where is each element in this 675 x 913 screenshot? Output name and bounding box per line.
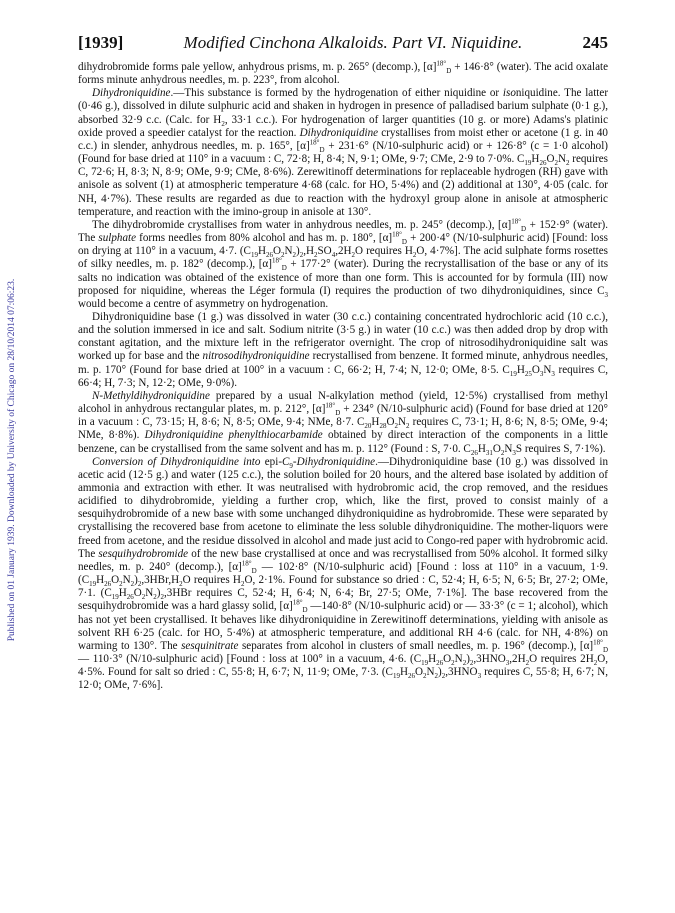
superscript: 18° [593, 638, 603, 647]
subscript: 2 [593, 659, 598, 668]
superscript: 18° [309, 138, 320, 147]
subscript: 2 [130, 580, 135, 589]
running-title: Modified Cinchona Alkaloids. Part VI. Niquidine. [183, 33, 523, 52]
subscript: 2 [141, 593, 146, 602]
subscript: 2 [394, 422, 398, 431]
subscript: D [335, 409, 341, 418]
subscript: 3 [505, 659, 510, 668]
italic-span: Dihydroniquidine [299, 126, 379, 139]
superscript: 18° [436, 59, 447, 68]
subscript: 2 [221, 119, 225, 128]
superscript: 18° [241, 559, 252, 568]
superscript: 18° [325, 401, 336, 410]
subscript: 9 [289, 461, 293, 470]
subscript: D [251, 567, 257, 576]
subscript: 3 [539, 369, 544, 378]
subscript: 2 [292, 251, 297, 260]
subscript: 2 [441, 672, 446, 681]
subscript: 2 [351, 251, 356, 260]
subscript: D [521, 225, 527, 234]
article-body [78, 61, 608, 693]
subscript: 3 [477, 672, 482, 681]
subscript: D [401, 238, 407, 247]
paragraph-n-methyl: N-Methyldihydroniquidine prepared by a usual N-alkylation method (yield, 12·5%) crystallised from methyl alcohol in anhydrous rectangular plates, m. p. 212°, $[\alpha]^{18^\circ}_D + 234^\circ$ (N/10-sulphuric acid) (Found for base dried at 120° in a vacuum : C, 73·15; H, 8·6; N, 8·5; OMe, 9·4; NMe, 8·7. $C_{20}H_{28}O_2N_2$ requires C, 73·1; H, 8·6; N, 8·5; OMe, 9·4; NMe, 8·8%). Dihydroniquidine phenylthiocarbamide obtained by direct interaction of the components in a little benzene, can be crystallised from the same solvent and has m. p. 112° (Found : S, 7·0. $C_{26}H_{31}O_2N_3S$ requires S, 7·1%). [78, 389, 608, 457]
subscript: 25 [524, 369, 532, 378]
italic-span: sesquinitrate [181, 639, 239, 652]
side-publication-text: Published on 01 January 1939. Downloaded by University of Chicago on 28/10/2014 07:06:23. [7, 278, 17, 642]
subscript: 19 [509, 369, 517, 378]
paragraph-nitroso: Dihydroniquidine base (1 g.) was dissolved in water (30 c.c.) containing concentrated hydrochloric acid (10 c.c.), and the solution immersed in ice and salt. Sodium nitrite (3·5 g.) in water (10 c.c.) was then added drop by drop with constant agitation, and the mixture left in the refrigerator overnight. The crop of nitrosodihydroniquidine salt was worked up for base and the nitrosodihydroniquidine recrystallised from benzene. It formed minute, anhydrous needles, m. p. 170° (Found for base dried at 100° in a vacuum : C, 66·2; H, 7·4; N, 12·0; OMe, 8·5. $C_{19}H_{25}O_3N_3$ requires C, 66·4; H, 7·3; N, 12·2; OMe, 9·0%). [78, 310, 609, 389]
paragraph-dihydrobromide: dihydrobromide forms pale yellow, anhydrous prisms, m. p. 265° (decomp.), $[\alpha]^{18^\circ}_D + 146\cdot 8^\circ$ (water). The acid oxalate forms minute anhydrous needles, m. p. 223°, from alcohol. [78, 59, 608, 87]
subscript: 2 [525, 659, 530, 668]
page-number: 245 [582, 33, 608, 52]
page-header [78, 33, 608, 57]
italic-span: Conversion of Dihydroniquidine into [92, 455, 265, 468]
subscript: 2 [462, 659, 467, 668]
subscript: 3 [512, 448, 516, 457]
subscript: 3 [604, 290, 608, 299]
superscript: 18° [392, 230, 402, 239]
italic-span: -Dihydroniquidine [292, 455, 376, 468]
subscript: 2 [179, 580, 183, 589]
subscript: 2 [469, 659, 474, 668]
paragraph-conversion: Conversion of Dihydroniquidine into epi-$C_9-Dihydroniquidine.—Dihydroniquidine$ base (10 g.) was dissolved in acetic acid (12·5 g.) and water (125 c.c.), the solution boiled for 20 hours, and the altered base isolated by addition of ammonia and extraction with ether. It was neutralised with hydrobromic acid, the crop removed, and the residues acidified to dihydrobromide, yielding a further crop, which, like the first, proved to consist mainly of a sesquihydrobromide of a new base with some unchanged dihydroniquidine as hydrobromide. These were separated by crystallising the recovered base from acetone to eliminate the less soluble dihydroniquidine. The mother-liquors were freed from acetone, and the residue dissolved in alcohol and made just acid to Congo-red paper with hydrobromic acid. The sesquihydrobromide of the new base crystallised at once and was recrystallised from 50% alcohol. It formed silky needles, m. p. 240° (decomp.), $[\alpha]^{18^\circ}_D$ — 102·8° (N/10-sulphuric acid) [Found : loss at 110° in a vacuum, 1·9. $(C_{19}H_{26}O_2N_2)_2,3HBr,H_2O$ requires $H_2O$, 2·1%. Found for substance so dried : C, 52·4; H, 6·5; N, 6·5; Br, 27·2; OMe, 7·1. $(C_{19}H_{26}O_2N_2)_2,3HBr$ requires C, 52·4; H, 6·4; N, 6·4; Br, 27·5; OMe, 7·1%]. The base recovered from the sesquihydrobromide was a hard glassy solid, $[\alpha]^{18^\circ}_D$ —140·8° (N/10-sulphuric acid) or — 33·3° (c = 1; alcohol), which has not yet been crystallised. It behaves like dihydroniquidine in Zerewitinoff determinations, yielding with anisole as solvent RH 6·25 (calc. for HO, 5·4%) at atmospheric temperature, and additional RH 4·6 (calc. for NH, 4·8%) on warming to 130°. The sesquinitrate separates from alcohol in clusters of small needles, m. p. 196° (decomp.), $[\alpha]^{18^\circ}_D$ — 110·3° (N/10-sulphuric acid) [Found : loss at 100° in a vacuum, 4·6. $(C_{19}H_{26}O_2N_2)_2,3HNO_3,2H_2O$ requires $2H_2O$, 4·5%. Found for salt so dried : C, 55·8; H, 6·7; N, 11·9; OMe, 7·3. $(C_{19}H_{26}O_2N_2)_2,3HNO_3$ requires C, 55·8; H, 6·7; N, 12·0; OMe, 7·6%]. [78, 455, 609, 692]
subscript: 2 [281, 251, 285, 260]
paragraph-sulphate: The dihydrobromide crystallises from water in anhydrous needles, m. p. 245° (decomp.), $[\alpha]^{18^\circ}_D + 152\cdot 9^\circ$ (water). The sulphate forms needles from 80% alcohol and has m. p. 180°, $[\alpha]^{18^\circ}_D + 200\cdot 4^\circ$ (N/10-sulphuric acid) [Found: loss on drying at 110° in a vacuum, 4·7. $(C_{19}H_{26}O_2N_2)_2,H_2SO_4,2H_2O$ requires $H_2O$, 4·7%]. The acid sulphate forms rosettes of silky needles, m. p. 182° (decomp.), $[\alpha]^{18^\circ}_D + 177\cdot 2^\circ$ (water). During the recrystallisation of the base or any of its salts no indication was obtained of the existence of more than one form. This is accounted for by formula (III) now proposed for niquidine, whereas the Léger formula (I) requires the production of two dihydroniquidines, since $C_3$ would become a centre of asymmetry on hydrogenation. [78, 217, 609, 310]
subscript: 26 [436, 659, 444, 668]
subscript: 4 [331, 251, 336, 260]
subscript: 2 [405, 422, 410, 431]
subscript: 3 [551, 369, 555, 378]
subscript: D [319, 146, 325, 155]
subscript: D [602, 646, 609, 655]
italic-span: sulphate [98, 232, 137, 245]
subscript: 19 [392, 672, 400, 681]
subscript: 26 [407, 672, 415, 681]
subscript: D [446, 67, 452, 76]
italic-span: N-Methyldihydroniquidine [92, 389, 210, 402]
subscript: 2 [137, 580, 142, 589]
subscript: 28 [379, 422, 387, 431]
italic-span: Dihydroniquidine [92, 87, 171, 100]
subscript: 2 [422, 672, 427, 681]
subscript: 26 [265, 251, 273, 260]
subscript: 19 [89, 580, 97, 589]
subscript: 19 [524, 159, 532, 168]
subscript: 2 [160, 593, 164, 602]
subscript: 2 [153, 593, 157, 602]
subscript: 2 [314, 251, 318, 260]
paragraph-dihydroniquidine: Dihydroniquidine.—This substance is formed by the hydrogenation of either niquidine or isoniquidine. The latter (0·46 g.), dissolved in dilute sulphuric acid and shaken in hydrogen in presence of palladised barium sulphate (0·1 g.), absorbed 32·9 c.c. (Calc. for $H_2$, 33·1 c.c.). For hydrogenation of larger quantities (10 g. or more) Adams's platinic oxide proved a speedier catalyst for the reaction. Dihydroniquidine crystallises from moist ether or acetone (1 g. in 40 c.c.) in slender, anhydrous needles, m. p. 165°, $[\alpha]^{18^\circ}_D + 231\cdot 6^\circ$ (N/10-sulphuric acid) or + 126·8° (c = 1·0 alcohol) (Found for base dried at 110° in a vacuum : C, 72·8; H, 8·4; N, 9·1; OMe, 9·7; CMe, 2·9 to 7·0%. $C_{19}H_{26}O_2N_2$ requires C, 72·6; H, 8·3; N, 8·9; OMe, 9·9; CMe, 8·6%). Zerewitinoff determinations for replaceable hydrogen (RH) gave with anisole as solvent (1) at atmospheric temperature 4·68 (calc. for HO, 5·4%) and (2) additional at 130°, 4·05 (calc. for NH, 4·7%). These results are regarded as due to reaction with the hydroxyl group alone in anisole at atmospheric temperature, and reaction with the imino-group in anisole at 130°. [78, 87, 609, 218]
subscript: 2 [434, 672, 438, 681]
italic-span: iso [502, 87, 516, 100]
italic-span: sesquihydrobromide [98, 547, 189, 560]
subscript: 2 [451, 659, 455, 668]
subscript: 2 [119, 580, 123, 589]
subscript: 2 [299, 251, 304, 260]
subscript: 26 [470, 448, 478, 457]
subscript: 2 [500, 448, 505, 457]
superscript: 18° [292, 598, 303, 607]
subscript: 20 [364, 422, 372, 431]
header-year: [1939] [78, 33, 124, 52]
subscript: 19 [421, 659, 429, 668]
subscript: 26 [126, 593, 134, 602]
italic-span: Dihydroniquidine phenylthiocarbamide [144, 429, 323, 442]
side-publication-note [3, 150, 21, 770]
subscript: 19 [250, 251, 258, 260]
subscript: 2 [554, 159, 558, 168]
superscript: 18° [271, 256, 282, 265]
subscript: 2 [240, 580, 245, 589]
subscript: 26 [104, 580, 112, 589]
subscript: D [302, 606, 308, 615]
subscript: 2 [412, 251, 417, 260]
subscript: 2 [565, 159, 570, 168]
subscript: 19 [111, 593, 119, 602]
subscript: 26 [539, 159, 547, 168]
subscript: D [281, 264, 287, 273]
italic-span: -C [278, 455, 290, 468]
italic-span: nitrosodihydroniquidine [202, 350, 310, 363]
superscript: 18° [511, 217, 522, 226]
subscript: 31 [485, 448, 493, 457]
